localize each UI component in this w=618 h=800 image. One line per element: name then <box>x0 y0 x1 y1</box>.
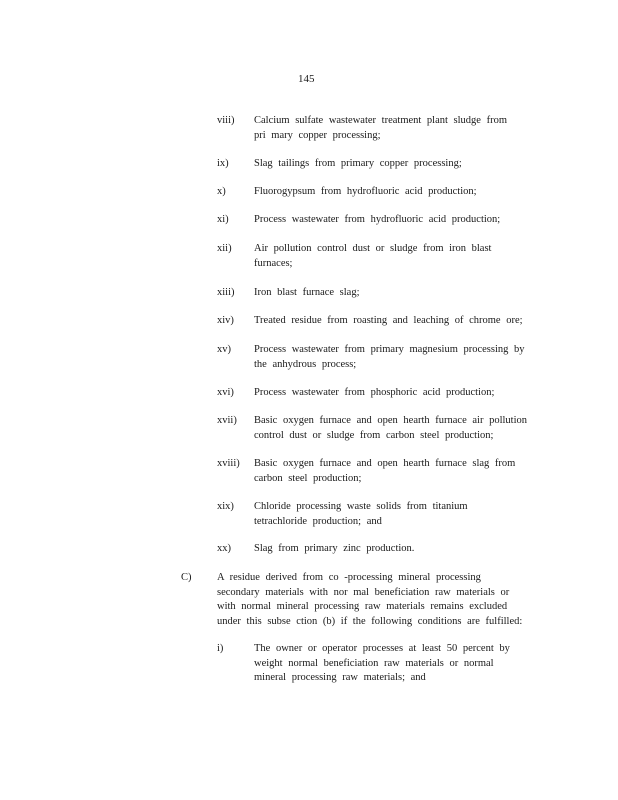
list-item-number: xx) <box>217 543 231 554</box>
list-item-text: Chloride processing waste solids from titanium tetrachloride production; and <box>254 501 468 527</box>
list-item-xiii <box>217 286 557 301</box>
list-item-text: Slag tailings from primary copper processing; <box>254 158 462 169</box>
list-item-number: ix) <box>217 158 229 169</box>
list-item-number: xvii) <box>217 415 237 426</box>
page-number: 145 <box>298 73 315 85</box>
list-item-xviii <box>217 457 557 486</box>
list-item-number: xii) <box>217 243 232 254</box>
list-item-xi <box>217 213 557 228</box>
section-number: C) <box>181 572 192 583</box>
list-item-xx <box>217 542 557 557</box>
list-item-xvi <box>217 386 557 401</box>
list-item-text: Process wastewater from hydrofluoric acid production; <box>254 214 501 225</box>
list-item-text: Process wastewater from phosphoric acid production; <box>254 387 495 398</box>
list-item-text: Fluorogypsum from hydrofluoric acid production; <box>254 186 477 197</box>
list-item-xv <box>217 343 557 372</box>
list-item-number: viii) <box>217 115 235 126</box>
list-item-number: xv) <box>217 344 231 355</box>
list-item-xiv <box>217 314 557 329</box>
sub-item-number: i) <box>217 643 224 654</box>
section-c <box>181 571 531 629</box>
list-item-number: xi) <box>217 214 229 225</box>
list-item-x <box>217 185 557 200</box>
list-item-number: x) <box>217 186 226 197</box>
list-item-number: xvi) <box>217 387 234 398</box>
list-item-text: Iron blast furnace slag; <box>254 287 360 298</box>
list-item-number: xix) <box>217 501 234 512</box>
sub-item-i <box>217 642 557 686</box>
list-item-viii <box>217 114 557 143</box>
list-item-xvii <box>217 414 557 443</box>
sub-item-text: The owner or operator processes at least 50 percent by weight normal beneficiation raw materials or normal mineral processing raw materials; and <box>254 643 510 683</box>
list-item-number: xiii) <box>217 287 235 298</box>
list-item-text: Basic oxygen furnace and open hearth furnace air pollution control dust or sludge from carbon steel production; <box>254 415 527 441</box>
list-item-text: Treated residue from roasting and leaching of chrome ore; <box>254 315 523 326</box>
list-item-xix <box>217 500 557 529</box>
list-item-text: Slag from primary zinc production. <box>254 543 415 554</box>
section-text: A residue derived from co -processing mineral processing secondary materials with nor mal beneficiation raw materials or with normal mineral processing raw materials remains excluded under this subse ction (b) if the following conditions are fulfilled: <box>217 572 523 627</box>
list-item-number: xiv) <box>217 315 234 326</box>
list-item-text: Air pollution control dust or sludge from iron blast furnaces; <box>254 243 492 269</box>
list-item-number: xviii) <box>217 458 240 469</box>
list-item-text: Basic oxygen furnace and open hearth furnace slag from carbon steel production; <box>254 458 516 484</box>
list-item-ix <box>217 157 557 172</box>
list-item-text: Process wastewater from primary magnesium processing by the anhydrous process; <box>254 344 525 370</box>
list-item-text: Calcium sulfate wastewater treatment plant sludge from pri mary copper processing; <box>254 115 508 141</box>
list-item-xii <box>217 242 557 271</box>
